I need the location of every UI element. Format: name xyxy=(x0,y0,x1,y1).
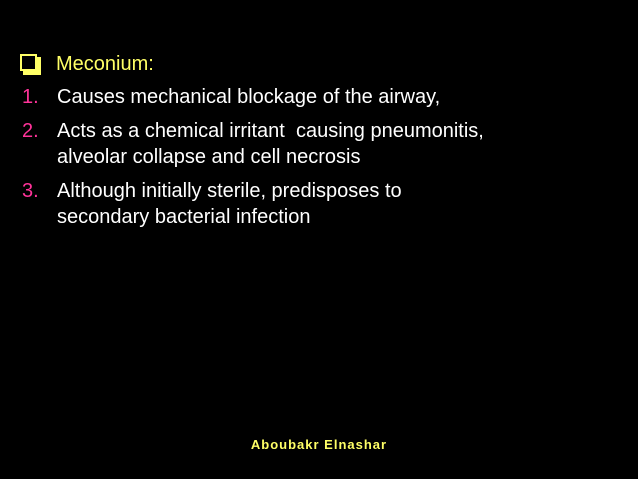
item-text: Although initially sterile, predisposes to secondary bacterial infection xyxy=(57,180,402,228)
slide-heading xyxy=(20,51,154,77)
list-item xyxy=(22,118,622,170)
list-item xyxy=(22,84,622,110)
numbered-list xyxy=(22,84,622,238)
item-text: Causes mechanical blockage of the airway, xyxy=(57,86,441,108)
item-number: 2. xyxy=(22,120,39,142)
heading-text: Meconium: xyxy=(56,53,154,75)
author-footer: Aboubakr Elnashar xyxy=(250,437,388,452)
item-number: 1. xyxy=(22,86,39,108)
checkbox-bullet-icon xyxy=(20,53,42,75)
item-number: 3. xyxy=(22,180,39,202)
list-item xyxy=(22,178,622,230)
item-text: Acts as a chemical irritant causing pneumonitis, alveolar collapse and cell necrosis xyxy=(57,120,484,168)
